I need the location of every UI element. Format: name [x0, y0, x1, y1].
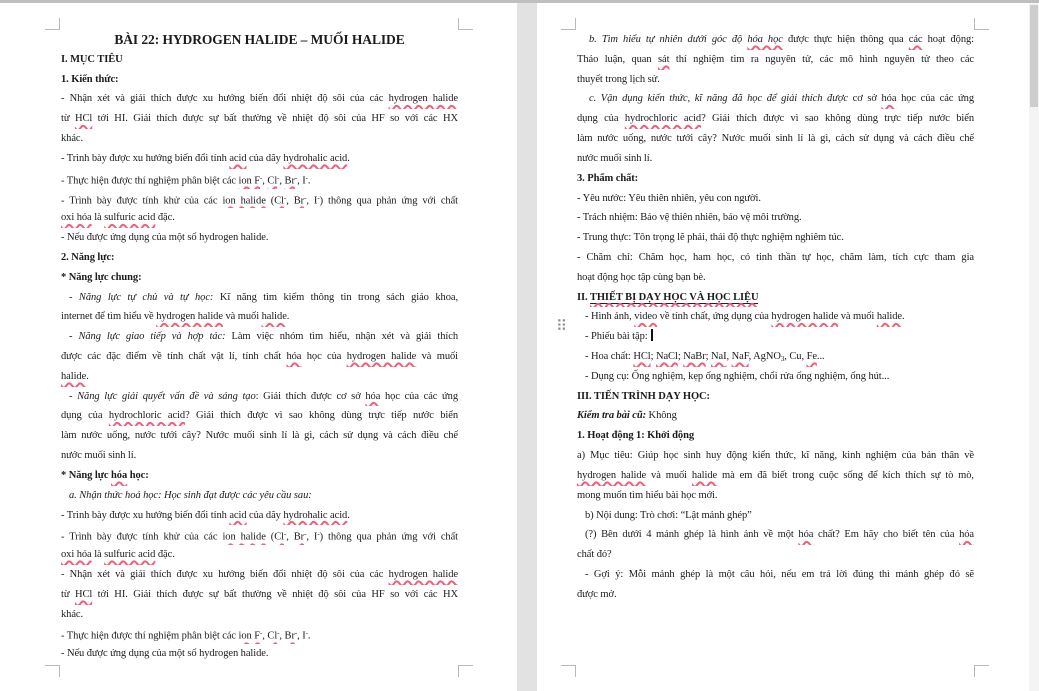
text-line	[577, 70, 974, 90]
text-segment: acid	[229, 152, 247, 164]
text-segment: BÀI 22: HYDROGEN HALIDE – MUỐI HALIDE	[114, 32, 405, 47]
margin-crop-mark	[561, 18, 576, 30]
margin-crop-mark	[561, 665, 576, 677]
text-segment: ;	[705, 351, 712, 362]
text-segment: 1. Hoạt động 1: Khởi động	[577, 430, 695, 442]
page-1-text	[61, 30, 458, 664]
text-segment: -	[294, 629, 298, 638]
text-line	[577, 466, 974, 486]
text-segment: sát	[657, 53, 670, 65]
text-segment: - Thực hiện được thí nghiệm phân biệt các	[61, 630, 239, 642]
text-line	[577, 268, 974, 288]
text-segment: - Trung thực: Tôn trọng lẽ phải, thái độ thực nghiệm nghiêm túc.	[577, 232, 844, 244]
text-segment: ,	[286, 195, 294, 206]
text-segment: ion F	[238, 175, 261, 187]
text-segment: hoạt động học tập cùng bạn bè.	[577, 271, 706, 283]
text-segment: .	[347, 152, 350, 164]
text-line	[577, 89, 974, 109]
text-line	[577, 446, 974, 466]
text-line	[577, 30, 974, 50]
text-line	[577, 228, 974, 248]
text-segment: hydrogen halide	[388, 568, 458, 580]
text-segment: Br	[284, 175, 295, 187]
text-segment: thuyết trong lịch sử.	[577, 73, 660, 85]
text-segment: - Yêu nước: Yêu thiên nhiên, yêu con người.	[577, 192, 761, 204]
text-segment: 3. Phẩm chất:	[577, 172, 639, 184]
text-segment: a) Mục tiêu: Giúp học sinh huy động kiến thức, kĩ năng, kinh nghiệm của bản thân về	[577, 450, 974, 462]
text-line	[577, 565, 974, 585]
text-cursor-caret	[651, 329, 652, 341]
text-segment: các	[908, 34, 923, 45]
text-segment: - Thực hiện được thí nghiệm phân biệt các	[61, 175, 239, 187]
text-line	[577, 406, 974, 426]
text-segment: của dãy	[246, 152, 284, 164]
text-segment: hóa	[365, 390, 381, 402]
text-line	[61, 387, 458, 407]
text-segment: hóa học	[747, 34, 783, 45]
text-segment: làm nước uống, nước tưới cây? Nước muối sinh lí là gì, cách sử dụng và cách điều chế	[61, 430, 458, 442]
text-segment: halide	[261, 311, 287, 323]
text-line	[577, 307, 974, 327]
text-segment: dụng của	[577, 113, 625, 125]
text-segment: Cl	[274, 531, 284, 543]
text-segment: -	[283, 530, 287, 539]
text-segment: từ	[61, 113, 75, 125]
text-segment: - Nhận xét và giải thích được xu hướng biến đổi nhiệt độ sôi của các	[61, 93, 389, 105]
margin-crop-mark	[974, 18, 989, 30]
text-segment: -	[317, 193, 320, 202]
text-segment: Br	[284, 630, 295, 642]
margin-crop-mark	[458, 665, 473, 677]
text-line	[61, 624, 458, 644]
text-segment: * Năng lực	[61, 469, 112, 481]
text-segment: ion halide	[222, 531, 266, 543]
text-segment: là	[91, 212, 105, 224]
text-segment: halide	[876, 311, 902, 323]
text-segment: nước muối sinh lí.	[577, 152, 653, 164]
text-line	[61, 506, 458, 526]
text-line	[61, 585, 458, 605]
text-line	[577, 50, 974, 70]
text-line	[61, 149, 458, 169]
text-line	[577, 506, 974, 526]
text-segment: , I	[306, 195, 318, 206]
text-segment: từ	[61, 588, 75, 600]
text-line	[61, 288, 458, 308]
text-segment: halide	[61, 370, 87, 382]
text-segment: - Trình bày được tính khử của các	[61, 531, 223, 543]
text-segment: cơ sở	[847, 93, 882, 105]
text-segment: Br	[293, 195, 305, 206]
text-segment: - Trình bày được xu hướng biến đổi tính	[61, 152, 230, 164]
text-segment: -	[304, 530, 307, 539]
text-segment: hydrochloric acid	[624, 113, 702, 125]
text-segment: -	[260, 173, 263, 182]
text-segment: hóa	[798, 529, 814, 541]
text-segment: tới HI. Giải thích được sự bất thường về nhiệt độ sôi của HF so với các HX	[92, 113, 458, 125]
text-segment: - Năng lực giao tiếp và hợp tác:	[69, 331, 226, 343]
text-segment: - Trách nhiệm: Bảo vệ thiên nhiên, bảo vệ môi trường.	[577, 212, 802, 224]
text-line	[61, 189, 458, 209]
text-segment: chất đó?	[577, 549, 612, 561]
text-line	[577, 208, 974, 228]
text-segment: THIẾT BỊ DẠY HỌC VÀ HỌC LIỆU	[589, 291, 759, 303]
text-segment: acid	[229, 509, 247, 521]
text-segment: - Phiếu bài tập:	[585, 331, 651, 343]
margin-crop-mark	[45, 18, 60, 30]
margin-crop-mark	[458, 18, 473, 30]
text-segment: ? Giải thích được vì sao không dùng trực tiếp nước biển	[701, 113, 974, 125]
text-segment: và muối	[646, 469, 692, 481]
text-line	[577, 426, 974, 446]
text-segment: .	[902, 311, 905, 323]
text-segment: và muối	[838, 311, 877, 323]
text-segment: -	[304, 193, 307, 202]
text-segment: - Trình bày được tính khử của các	[61, 195, 223, 206]
text-segment: mong muốn tìm hiểu bài học mới.	[577, 489, 718, 501]
text-line	[61, 406, 458, 426]
page-gap	[517, 3, 537, 691]
text-segment: ,	[262, 175, 268, 187]
text-segment: ? Giải thích được vì sao không dùng trực tiếp nước biển	[185, 410, 458, 422]
text-line	[577, 149, 974, 169]
text-segment: ,	[262, 630, 268, 642]
text-segment: HCl	[74, 113, 93, 125]
text-segment: 3	[780, 355, 785, 363]
margin-crop-mark	[974, 665, 989, 677]
text-segment: * Năng lực chung:	[61, 271, 142, 283]
text-segment: a. Nhận thức hoá học: Học sinh đạt được các yêu cầu sau:	[69, 489, 312, 501]
text-segment: ion halide	[222, 195, 266, 206]
text-line	[61, 228, 458, 248]
text-segment: Cl	[267, 175, 278, 187]
text-segment: về tính chất, ứng dụng của	[657, 311, 772, 323]
text-segment: ,	[286, 531, 294, 543]
text-line	[61, 70, 458, 90]
text-segment: -	[305, 173, 308, 182]
text-segment: - Năng lực giải quyết vấn đề và sáng tạo	[69, 390, 256, 402]
text-segment: -	[283, 193, 287, 202]
text-line	[577, 367, 974, 387]
text-segment: hóa	[881, 93, 897, 105]
text-line	[577, 525, 974, 545]
text-line	[61, 208, 458, 228]
text-segment: - Năng lực tự chủ và tự học:	[69, 291, 214, 303]
text-segment: halide	[691, 469, 718, 481]
text-segment: (?) Bên dưới 4 mảnh ghép là hình ảnh về một	[585, 529, 799, 541]
text-segment: khác.	[61, 608, 84, 620]
text-segment: (	[265, 531, 275, 543]
text-segment: - Hình ảnh,	[585, 311, 635, 323]
text-segment: hydrohalic acid	[283, 509, 348, 521]
text-segment: ...	[816, 351, 825, 362]
text-segment: Fe	[806, 351, 817, 362]
text-segment: dụng của	[61, 410, 109, 422]
text-line	[61, 109, 458, 129]
text-segment: video	[634, 311, 658, 323]
text-segment: - Trình bày được xu hướng biến đổi tính	[61, 509, 230, 521]
document-page-1	[0, 3, 517, 691]
text-line	[61, 248, 458, 268]
text-segment: - Nhận xét và giải thích được xu hướng biến đổi nhiệt độ sôi của các	[61, 568, 389, 580]
text-segment: -	[317, 530, 320, 539]
text-segment: ,	[279, 175, 285, 187]
text-segment: đặc.	[155, 549, 175, 561]
text-segment: ion F	[238, 630, 261, 642]
text-segment: : Giải thích được cơ sở	[255, 390, 366, 402]
text-segment: c. Vận dụng kiến thức, kĩ năng đã học để giải thích được	[589, 93, 848, 105]
text-segment: oxi hóa	[61, 549, 92, 561]
text-segment: hoạt động:	[922, 34, 974, 45]
text-segment: Kiểm tra bài cũ:	[577, 410, 647, 422]
text-segment: internet để tìm hiểu về	[61, 311, 157, 323]
text-line	[577, 169, 974, 189]
text-line	[577, 585, 974, 605]
document-page-2	[537, 3, 1029, 691]
text-segment: NaI	[711, 351, 727, 362]
text-segment: sulfuric acid	[104, 212, 156, 224]
text-segment: , AgNO	[748, 351, 781, 362]
text-segment: b) Nội dung: Trò chơi: “Lật mảnh ghép”	[585, 509, 752, 521]
text-line	[61, 605, 458, 625]
text-segment: NaF	[731, 351, 749, 362]
text-segment: .	[286, 311, 290, 323]
text-segment: .	[347, 509, 350, 521]
text-segment: học của các ứng	[896, 93, 974, 105]
text-line	[577, 288, 974, 308]
text-line	[577, 109, 974, 129]
text-segment: và muối	[222, 311, 262, 323]
block-drag-handle-icon[interactable]: ⠿	[556, 317, 567, 335]
text-segment: học:	[127, 469, 149, 481]
text-segment: chất? Em hãy cho biết tên của	[813, 529, 960, 541]
text-segment: ) thông qua phản ứng với chất	[319, 531, 458, 543]
text-segment: ) thông qua phản ứng với chất	[319, 195, 458, 206]
text-line	[61, 466, 458, 486]
text-segment: Không	[646, 410, 677, 422]
text-segment: NaCl	[655, 351, 678, 362]
text-segment: II.	[577, 291, 590, 303]
text-segment: được mở.	[577, 588, 617, 600]
text-line	[577, 327, 974, 347]
text-line	[577, 189, 974, 209]
text-line	[61, 327, 458, 347]
text-segment: hydrogen halide	[577, 469, 647, 481]
text-segment: hydrochloric acid	[108, 410, 186, 422]
text-line	[61, 446, 458, 466]
text-segment: nước muối sinh lí.	[61, 450, 137, 462]
text-line	[61, 486, 458, 506]
margin-crop-mark	[45, 665, 60, 677]
text-segment: thí nghiệm tìm ra nguyên tử, các mô hình nguyên tử theo các	[669, 53, 974, 65]
page-2-text	[577, 30, 974, 605]
text-segment: đặc.	[155, 212, 175, 224]
text-segment: Làm việc nhóm tìm hiểu, nhận xét và giải thích	[225, 331, 458, 343]
text-line	[61, 644, 458, 664]
text-segment: ;	[650, 351, 656, 362]
text-segment: (	[265, 195, 275, 206]
text-segment: hóa	[286, 351, 302, 362]
text-line	[61, 50, 458, 70]
text-segment: -	[305, 629, 308, 638]
text-line	[61, 525, 458, 545]
text-segment: Thảo luận, quan	[577, 53, 658, 65]
text-line	[61, 545, 458, 565]
text-segment: Br	[293, 531, 305, 543]
text-segment: khác.	[61, 133, 84, 145]
text-segment: -	[277, 173, 280, 182]
text-segment: HCl	[74, 588, 93, 600]
text-line	[61, 367, 458, 387]
text-segment: mà em đã biết trong cuộc sống để kích thích sự tò mò,	[717, 469, 974, 481]
text-line	[61, 347, 458, 367]
text-segment: tới HI. Giải thích được sự bất thường về nhiệt độ sôi của HF so với các HX	[92, 588, 458, 600]
text-segment: sulfuric acid	[104, 549, 156, 561]
text-line	[61, 30, 458, 50]
text-line	[577, 387, 974, 407]
text-segment: Cl	[267, 630, 278, 642]
text-line	[61, 169, 458, 189]
text-segment: hydrohalic acid	[283, 152, 348, 164]
text-line	[61, 89, 458, 109]
text-segment: , I	[297, 175, 306, 187]
text-segment: III. TIẾN TRÌNH DẠY HỌC:	[577, 390, 710, 402]
text-segment: được thực hiện thông qua	[782, 34, 909, 45]
text-segment: học của các ứng	[380, 390, 458, 402]
text-segment: làm nước uống, nước tưới cây? Nước muối sinh lí là gì, cách sử dụng và cách điều chế	[577, 133, 974, 145]
text-segment: ,	[726, 351, 732, 362]
text-segment: hydrogen halide	[346, 351, 417, 362]
text-segment: - Chăm chỉ: Chăm học, ham học, có tinh thần tự học, chăm làm, tích cực tham gia	[577, 251, 974, 263]
text-segment: 2. Năng lực:	[61, 251, 115, 263]
text-line	[61, 565, 458, 585]
text-segment: hydrogen halide	[156, 311, 223, 323]
text-segment: 1. Kiến thức:	[61, 73, 119, 85]
text-segment: .	[307, 175, 311, 187]
text-segment: - Nếu được ứng dụng của một số hydrogen halide.	[61, 232, 269, 244]
text-segment: -	[294, 173, 298, 182]
text-line	[577, 248, 974, 268]
vertical-scrollbar-thumb[interactable]	[1030, 5, 1038, 107]
text-line	[577, 545, 974, 565]
text-segment: - Hoa chất:	[585, 351, 634, 362]
text-segment: Kĩ năng tìm kiếm thông tin trong sách giáo khoa,	[213, 291, 458, 303]
text-segment: ;	[677, 351, 684, 362]
text-line	[61, 426, 458, 446]
text-segment: NaBr	[683, 351, 706, 362]
text-segment: học của	[301, 351, 347, 362]
text-segment: hóa	[959, 529, 974, 541]
vertical-scrollbar-track[interactable]	[1029, 3, 1039, 691]
text-segment: , Cu,	[784, 351, 807, 362]
text-segment: và muối	[416, 351, 458, 362]
text-segment: - Gợi ý: Mỗi mảnh ghép là một câu hỏi, nếu em trả lời đúng thì mảnh ghép đó sẽ	[585, 568, 974, 580]
text-segment: HCl	[633, 351, 651, 362]
text-segment: Cl	[274, 195, 284, 206]
text-line	[577, 347, 974, 367]
text-segment: I. MỤC TIÊU	[61, 53, 123, 65]
text-segment: , I	[297, 630, 306, 642]
text-segment: ,	[279, 630, 285, 642]
text-segment: b. Tìm hiểu tự nhiên dưới góc độ	[589, 34, 748, 45]
text-segment: - Dụng cụ: Ống nghiệm, kẹp ống nghiệm, chổi rửa ống nghiệm, ống hút...	[585, 370, 890, 382]
text-segment: .	[86, 370, 89, 382]
text-segment: hydrogen halide	[771, 311, 839, 323]
text-segment: , I	[306, 531, 318, 543]
text-segment: hóa	[111, 469, 128, 481]
text-segment: là	[91, 549, 105, 561]
text-segment: được các đặc điểm về tính chất vật lí, tính chất	[61, 351, 287, 362]
text-segment: - Nếu được ứng dụng của một số hydrogen halide.	[61, 648, 269, 660]
text-line	[61, 268, 458, 288]
text-line	[577, 129, 974, 149]
text-segment: -	[260, 629, 263, 638]
text-segment: oxi hóa	[61, 212, 92, 224]
text-segment: của dãy	[246, 509, 284, 521]
text-segment: .	[307, 630, 311, 642]
text-segment: hydrogen halide	[388, 93, 458, 105]
text-line	[577, 486, 974, 506]
text-segment: -	[277, 629, 280, 638]
text-line	[61, 129, 458, 149]
text-line	[61, 307, 458, 327]
